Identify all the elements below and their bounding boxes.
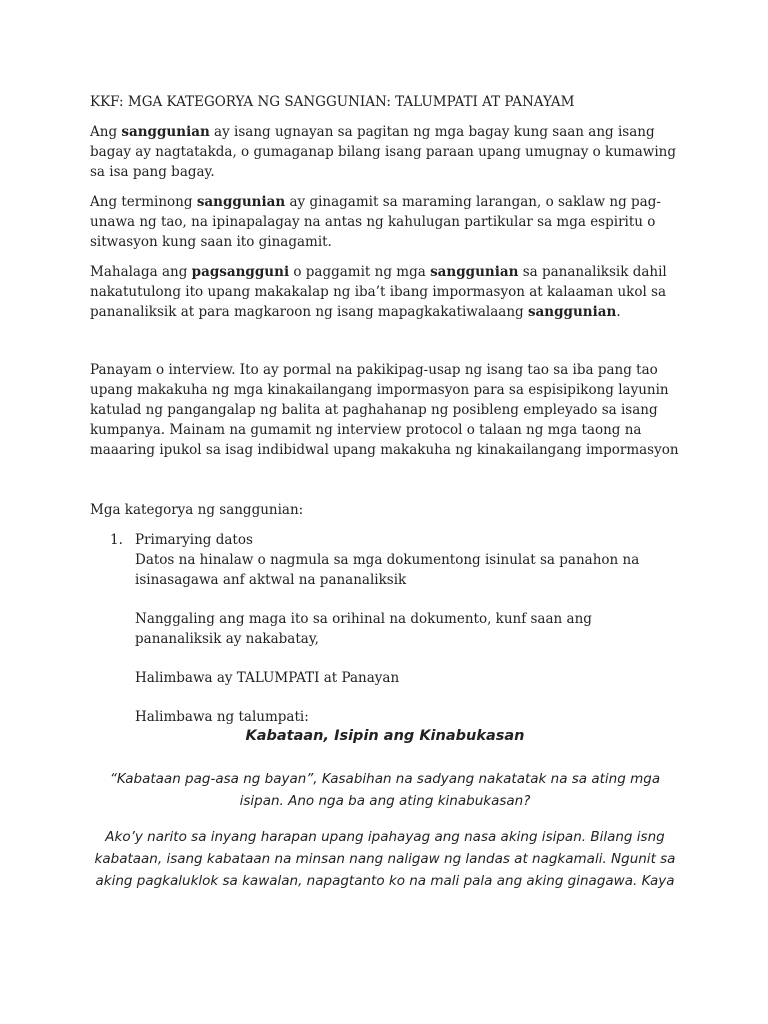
paragraph-importance: Mahalaga ang pagsangguni o paggamit ng mga sanggunian sa pananaliksik dahil nakatutulong ito upang makakalap ng iba’t ibang impormasyon at kalaaman ukol sa pananaliksik at para magkaroon ng isang mapagkakatiwalaang sanggunian. — [90, 264, 667, 320]
bold-term: sanggunian — [196, 194, 286, 210]
paragraph-term-usage: Ang terminong sanggunian ay ginagamit sa maraming larangan, o saklaw ng pag-unawa ng tao, na ipinapalagay na antas ng kahulugan partikular sa mga espiritu o sitwasyon kung saan ito ginagamit. — [90, 194, 661, 250]
list-item-line: Halimbawa ay TALUMPATI at Panayan — [135, 670, 400, 686]
speech-quote: “Kabataan pag-asa ng bayan”, Kasabihan na sadyang nakatatak na sa ating mga isipan. Ano nga ba ang ating kinabukasan? — [109, 771, 661, 809]
list-number: 1. — [110, 532, 123, 548]
document-body — [90, 92, 680, 746]
paragraph-definition: Ang sanggunian ay isang ugnayan sa pagitan ng mga bagay kung saan ang isang bagay ay nagtatakda, o gumaganap bilang isang paraan upang umugnay o kumawing sa isa pang bagay. — [90, 124, 676, 180]
categories-intro: Mga kategorya ng sanggunian: — [90, 502, 304, 518]
bold-term: pagsangguni — [191, 264, 290, 280]
spacer — [90, 332, 680, 360]
document-heading: KKF: MGA KATEGORYA NG SANGGUNIAN: TALUMPATI AT PANAYAM — [90, 94, 575, 110]
bold-term: sanggunian — [527, 304, 617, 320]
list-item-line: Nanggaling ang maga ito sa orihinal na dokumento, kunf saan ang pananaliksik ay nakabatay, — [135, 611, 592, 647]
speech-title: Kabataan, Isipin ang Kinabukasan — [245, 728, 525, 744]
speech-body: Ako’y narito sa inyang harapan upang ipahayag ang nasa aking isipan. Bilang isng kabataan, isang kabataan na minsan nang naligaw ng landas at nagkamali. Ngunit sa aking pagkaluklok sa kawalan, napagtanto ko na mali pala ang aking ginagawa. Kaya — [94, 829, 676, 889]
paragraph-panayam: Panayam o interview. Ito ay pormal na pakikipag-usap ng isang tao sa iba pang tao upang makakuha ng mga kinakailangang impormasyon para sa espisipikong layunin katulad ng pangangalap ng balita at paghahanap ng posibleng empleyado sa isang kumpanya. Mainam na gumamit ng interview protocol o talaan ng mga taong na maaaring ipukol sa isag indibidwal upang makakuha ng kinakailangang impormasyon — [90, 362, 679, 458]
list-item-line: Datos na hinalaw o nagmula sa mga dokumentong isinulat sa panahon na isinasagawa anf aktwal na pananaliksik — [135, 552, 640, 588]
list-item — [90, 530, 680, 727]
bold-term: sanggunian — [430, 264, 519, 280]
list-item-title: Primarying datos — [135, 532, 253, 548]
list-item-line: Halimbawa ng talumpati: — [135, 709, 309, 725]
bold-term: sanggunian — [121, 124, 210, 140]
spacer — [90, 470, 680, 500]
speech-section — [90, 726, 680, 906]
category-list — [90, 530, 680, 727]
